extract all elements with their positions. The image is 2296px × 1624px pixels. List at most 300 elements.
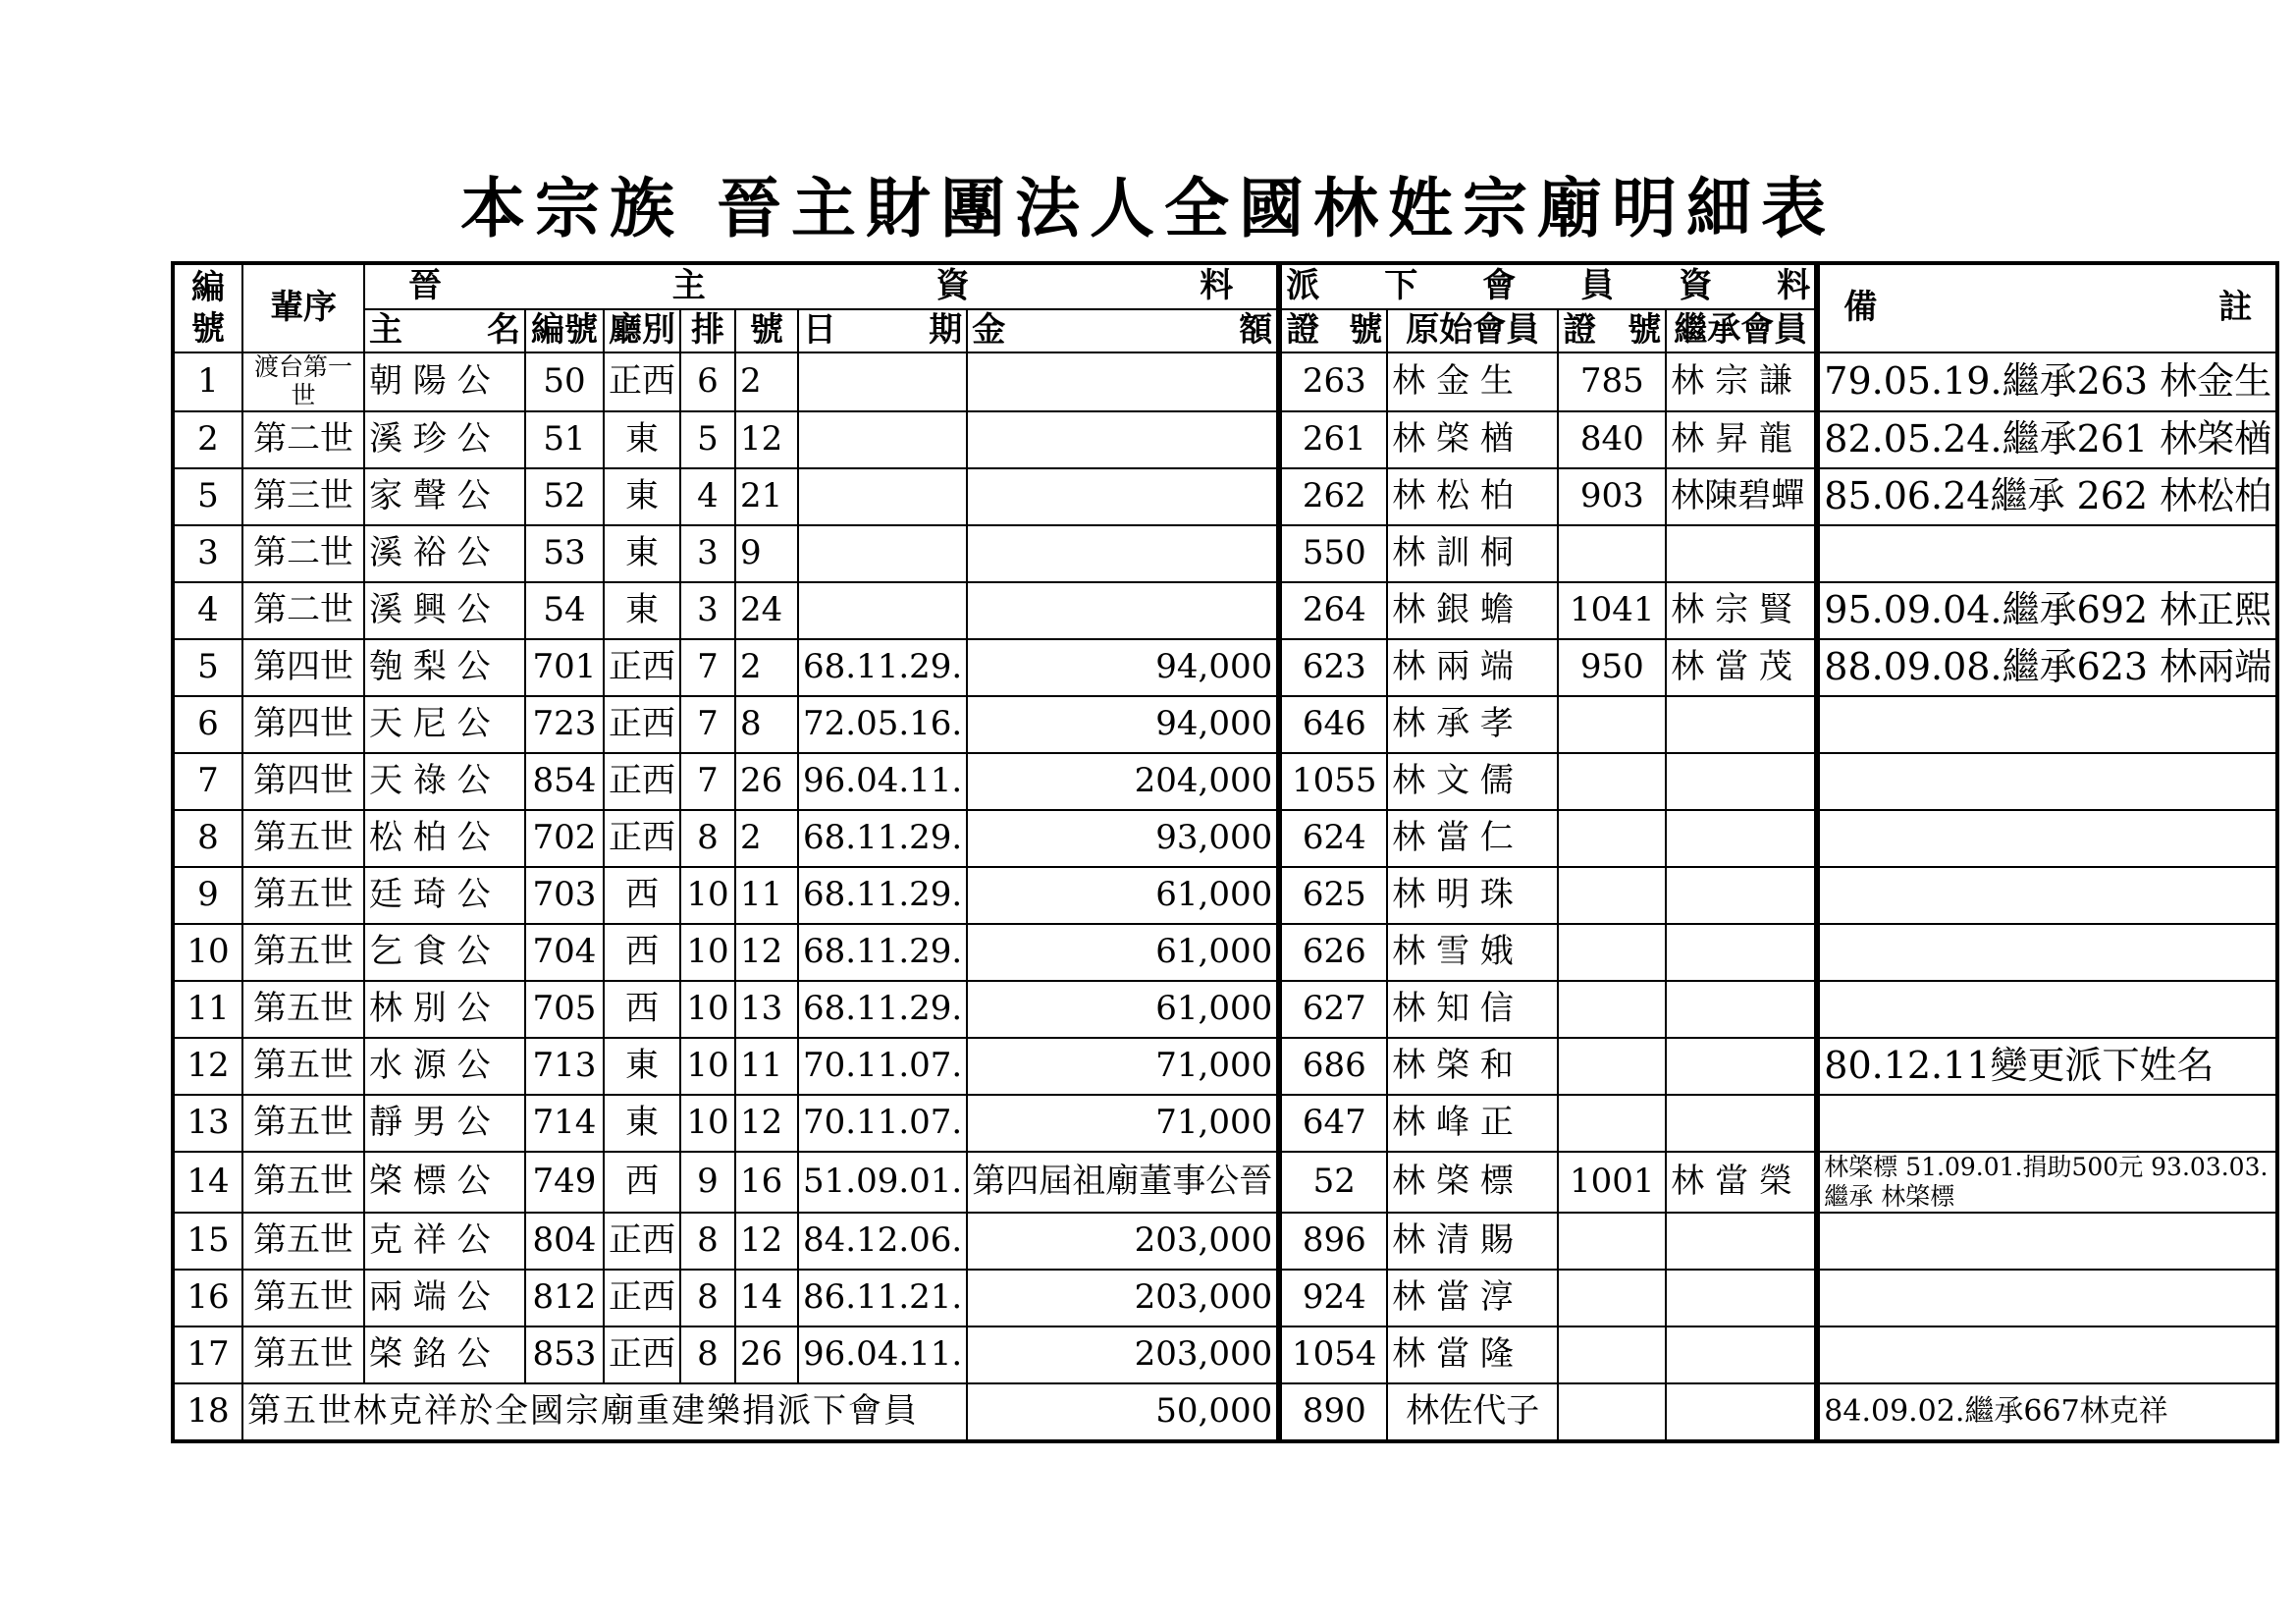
row-generation: 第五世 xyxy=(242,924,364,981)
table-row xyxy=(173,639,2277,696)
row-hall: 東 xyxy=(604,1095,680,1152)
row-original-member: 林 文 儒 xyxy=(1387,753,1558,810)
row-cert1: 1055 xyxy=(1279,753,1387,810)
header-date xyxy=(798,309,967,352)
header-cert1 xyxy=(1279,309,1387,352)
header-cert-char: 證 xyxy=(1563,310,1597,351)
row-row: 10 xyxy=(680,867,735,924)
row-cert1: 896 xyxy=(1279,1213,1387,1270)
row-name: 朝 陽 公 xyxy=(364,352,525,411)
row-no: 1 xyxy=(173,352,242,411)
row-amount: 50,000 xyxy=(967,1383,1279,1441)
row-cert1: 261 xyxy=(1279,411,1387,468)
row-generation: 第四世 xyxy=(242,696,364,753)
row-date: 51.09.01. xyxy=(798,1152,967,1213)
header-remarks-char: 註 xyxy=(2218,288,2253,328)
row-note xyxy=(1817,1326,2277,1383)
row-code: 53 xyxy=(525,525,604,582)
row-amount: 61,000 xyxy=(967,924,1279,981)
row-code: 705 xyxy=(525,981,604,1038)
table-row xyxy=(173,981,2277,1038)
row-code: 804 xyxy=(525,1213,604,1270)
header-hall: 廳別 xyxy=(604,309,680,352)
row-note: 95.09.04.繼承692 林正熙 xyxy=(1817,582,2277,639)
row-name: 溪 珍 公 xyxy=(364,411,525,468)
table-row xyxy=(173,1270,2277,1326)
row-num: 26 xyxy=(735,753,798,810)
header-cert-char: 證 xyxy=(1286,310,1320,351)
table-row xyxy=(173,352,2277,411)
row-date: 68.11.29. xyxy=(798,867,967,924)
row-hall: 正西 xyxy=(604,696,680,753)
row-generation: 第五世 xyxy=(242,981,364,1038)
row-amount xyxy=(967,352,1279,411)
row-row: 7 xyxy=(680,753,735,810)
row-heir-member: 林 當 茂 xyxy=(1666,639,1817,696)
row-name: 家 聲 公 xyxy=(364,468,525,525)
row-num: 21 xyxy=(735,468,798,525)
row-heir-member xyxy=(1666,1326,1817,1383)
row-amount: 203,000 xyxy=(967,1326,1279,1383)
row-original-member: 林 當 仁 xyxy=(1387,810,1558,867)
row-generation: 第四世 xyxy=(242,753,364,810)
row-num: 26 xyxy=(735,1326,798,1383)
row-generation: 第五世 xyxy=(242,1038,364,1095)
row-cert1: 646 xyxy=(1279,696,1387,753)
header-row-col: 排 xyxy=(680,309,735,352)
table-row xyxy=(173,867,2277,924)
row-heir-member xyxy=(1666,1213,1817,1270)
row-cert1: 924 xyxy=(1279,1270,1387,1326)
table-row xyxy=(173,753,2277,810)
row-date: 86.11.21. xyxy=(798,1270,967,1326)
row-name: 匏 梨 公 xyxy=(364,639,525,696)
row-amount: 71,000 xyxy=(967,1095,1279,1152)
row-hall: 正西 xyxy=(604,352,680,411)
row-name: 乞 食 公 xyxy=(364,924,525,981)
row-name: 克 祥 公 xyxy=(364,1213,525,1270)
row-no: 15 xyxy=(173,1213,242,1270)
row-date: 68.11.29. xyxy=(798,924,967,981)
row-date: 68.11.29. xyxy=(798,810,967,867)
row-amount xyxy=(967,582,1279,639)
row-no: 6 xyxy=(173,696,242,753)
row-num: 8 xyxy=(735,696,798,753)
row-name: 棨 標 公 xyxy=(364,1152,525,1213)
row-original-member: 林佐代子 xyxy=(1387,1383,1558,1441)
header-jinzhu-char: 主 xyxy=(671,266,706,306)
row-no: 3 xyxy=(173,525,242,582)
row-amount: 94,000 xyxy=(967,696,1279,753)
table-row xyxy=(173,468,2277,525)
row-original-member: 林 銀 蟾 xyxy=(1387,582,1558,639)
header-member-char: 員 xyxy=(1580,266,1615,306)
row-cert1: 262 xyxy=(1279,468,1387,525)
row-cert2 xyxy=(1558,1326,1666,1383)
row-date xyxy=(798,525,967,582)
row-row: 8 xyxy=(680,1213,735,1270)
header-jinzhu-char: 晉 xyxy=(408,266,442,306)
row-num: 2 xyxy=(735,352,798,411)
row-num: 11 xyxy=(735,867,798,924)
row-name: 天 祿 公 xyxy=(364,753,525,810)
row-generation: 第二世 xyxy=(242,525,364,582)
row-heir-member xyxy=(1666,753,1817,810)
row-code: 54 xyxy=(525,582,604,639)
header-jinzhu-group xyxy=(364,263,1279,309)
row-original-member: 林 當 隆 xyxy=(1387,1326,1558,1383)
row-cert2: 950 xyxy=(1558,639,1666,696)
header-num: 號 xyxy=(735,309,798,352)
row-note xyxy=(1817,1270,2277,1326)
table-row xyxy=(173,411,2277,468)
row-row: 8 xyxy=(680,1326,735,1383)
row-row: 8 xyxy=(680,1270,735,1326)
row-generation: 第二世 xyxy=(242,582,364,639)
row-amount: 94,000 xyxy=(967,639,1279,696)
row-num: 11 xyxy=(735,1038,798,1095)
row-num: 12 xyxy=(735,1213,798,1270)
row-row: 6 xyxy=(680,352,735,411)
row-row: 10 xyxy=(680,1095,735,1152)
row-note: 林棨標 51.09.01.捐助500元 93.03.03.繼承 林棨標 xyxy=(1817,1152,2277,1213)
row-cert1: 550 xyxy=(1279,525,1387,582)
row-generation: 第五世 xyxy=(242,1152,364,1213)
row-row: 8 xyxy=(680,810,735,867)
row-date: 72.05.16. xyxy=(798,696,967,753)
row-heir-member xyxy=(1666,867,1817,924)
row-code: 854 xyxy=(525,753,604,810)
row-generation: 第二世 xyxy=(242,411,364,468)
row-no: 9 xyxy=(173,867,242,924)
row-original-member: 林 承 孝 xyxy=(1387,696,1558,753)
row-no: 5 xyxy=(173,639,242,696)
row-note: 88.09.08.繼承623 林兩端 xyxy=(1817,639,2277,696)
row-code: 50 xyxy=(525,352,604,411)
row-note: 85.06.24繼承 262 林松柏 xyxy=(1817,468,2277,525)
row-name: 靜 男 公 xyxy=(364,1095,525,1152)
row-cert1: 625 xyxy=(1279,867,1387,924)
row-name: 林 別 公 xyxy=(364,981,525,1038)
row-date xyxy=(798,352,967,411)
table-row xyxy=(173,696,2277,753)
row-hall: 西 xyxy=(604,924,680,981)
row-code: 51 xyxy=(525,411,604,468)
header-member-char: 派 xyxy=(1286,266,1320,306)
row-cert1: 52 xyxy=(1279,1152,1387,1213)
row-cert1: 264 xyxy=(1279,582,1387,639)
row-original-member: 林 金 生 xyxy=(1387,352,1558,411)
table-row xyxy=(173,1038,2277,1095)
row-original-member: 林 棨 和 xyxy=(1387,1038,1558,1095)
row-num: 2 xyxy=(735,639,798,696)
row-hall: 東 xyxy=(604,411,680,468)
row-cert2 xyxy=(1558,696,1666,753)
row-hall: 正西 xyxy=(604,753,680,810)
table-row xyxy=(173,1095,2277,1152)
row-num: 16 xyxy=(735,1152,798,1213)
row-cert2: 1001 xyxy=(1558,1152,1666,1213)
row-hall: 正西 xyxy=(604,1213,680,1270)
row-note xyxy=(1817,753,2277,810)
row-hall: 東 xyxy=(604,468,680,525)
row-cert2 xyxy=(1558,981,1666,1038)
row-original-member: 林 當 淳 xyxy=(1387,1270,1558,1326)
row-generation: 渡台第一世 xyxy=(242,352,364,411)
row-cert2 xyxy=(1558,1095,1666,1152)
row-hall: 正西 xyxy=(604,810,680,867)
row-no: 18 xyxy=(173,1383,242,1441)
row-original-member: 林 明 珠 xyxy=(1387,867,1558,924)
row-no: 12 xyxy=(173,1038,242,1095)
row-heir-member: 林 宗 賢 xyxy=(1666,582,1817,639)
row-name: 溪 裕 公 xyxy=(364,525,525,582)
row-merged-donation-text: 第五世林克祥於全國宗廟重建樂捐派下會員 xyxy=(242,1383,967,1441)
row-code: 713 xyxy=(525,1038,604,1095)
row-amount xyxy=(967,525,1279,582)
row-num: 12 xyxy=(735,924,798,981)
row-amount: 203,000 xyxy=(967,1213,1279,1270)
row-hall: 正西 xyxy=(604,1326,680,1383)
row-cert1: 627 xyxy=(1279,981,1387,1038)
row-heir-member: 林陳碧蟬 xyxy=(1666,468,1817,525)
row-name: 廷 琦 公 xyxy=(364,867,525,924)
row-note xyxy=(1817,867,2277,924)
row-hall: 正西 xyxy=(604,1270,680,1326)
row-cert2 xyxy=(1558,525,1666,582)
row-name: 兩 端 公 xyxy=(364,1270,525,1326)
row-row: 4 xyxy=(680,468,735,525)
row-original-member: 林 峰 正 xyxy=(1387,1095,1558,1152)
row-cert2: 785 xyxy=(1558,352,1666,411)
row-name: 水 源 公 xyxy=(364,1038,525,1095)
row-row: 10 xyxy=(680,981,735,1038)
row-note xyxy=(1817,1095,2277,1152)
header-member-char: 資 xyxy=(1679,266,1713,306)
row-code: 52 xyxy=(525,468,604,525)
header-cert2 xyxy=(1558,309,1666,352)
row-hall: 東 xyxy=(604,582,680,639)
row-num: 14 xyxy=(735,1270,798,1326)
row-no: 7 xyxy=(173,753,242,810)
header-original-member: 原始會員 xyxy=(1387,309,1558,352)
row-amount: 61,000 xyxy=(967,981,1279,1038)
row-row: 7 xyxy=(680,639,735,696)
row-cert1: 647 xyxy=(1279,1095,1387,1152)
row-cert2 xyxy=(1558,810,1666,867)
header-cert-char: 號 xyxy=(1349,310,1383,351)
row-heir-member xyxy=(1666,696,1817,753)
table-row xyxy=(173,582,2277,639)
row-row: 7 xyxy=(680,696,735,753)
row-note xyxy=(1817,696,2277,753)
row-no: 13 xyxy=(173,1095,242,1152)
table-row xyxy=(173,525,2277,582)
row-hall: 西 xyxy=(604,981,680,1038)
header-remarks xyxy=(1817,263,2277,352)
row-cert2 xyxy=(1558,867,1666,924)
header-heir-member: 繼承會員 xyxy=(1666,309,1817,352)
row-cert2 xyxy=(1558,924,1666,981)
row-note xyxy=(1817,525,2277,582)
row-row: 9 xyxy=(680,1152,735,1213)
header-member-char: 會 xyxy=(1482,266,1517,306)
row-note xyxy=(1817,924,2277,981)
row-amount: 203,000 xyxy=(967,1270,1279,1326)
header-name-char: 名 xyxy=(487,310,520,351)
row-heir-member: 林 宗 謙 xyxy=(1666,352,1817,411)
row-code: 723 xyxy=(525,696,604,753)
row-generation: 第五世 xyxy=(242,1270,364,1326)
row-generation: 第三世 xyxy=(242,468,364,525)
row-cert1: 890 xyxy=(1279,1383,1387,1441)
header-code: 編號 xyxy=(525,309,604,352)
header-amount xyxy=(967,309,1279,352)
row-note xyxy=(1817,810,2277,867)
row-no: 16 xyxy=(173,1270,242,1326)
row-date: 96.04.11. xyxy=(798,753,967,810)
row-amount: 93,000 xyxy=(967,810,1279,867)
row-original-member: 林 松 柏 xyxy=(1387,468,1558,525)
row-no: 11 xyxy=(173,981,242,1038)
row-code: 703 xyxy=(525,867,604,924)
row-cert1: 263 xyxy=(1279,352,1387,411)
row-cert2: 840 xyxy=(1558,411,1666,468)
header-cert-char: 號 xyxy=(1628,310,1662,351)
row-cert1: 624 xyxy=(1279,810,1387,867)
row-note: 84.09.02.繼承667林克祥 xyxy=(1817,1383,2277,1441)
row-generation: 第五世 xyxy=(242,810,364,867)
row-code: 714 xyxy=(525,1095,604,1152)
table-row xyxy=(173,810,2277,867)
row-original-member: 林 訓 桐 xyxy=(1387,525,1558,582)
row-original-member: 林 雪 娥 xyxy=(1387,924,1558,981)
header-amount-char: 金 xyxy=(972,310,1006,351)
row-cert2: 903 xyxy=(1558,468,1666,525)
row-original-member: 林 棨 楢 xyxy=(1387,411,1558,468)
row-hall: 東 xyxy=(604,1038,680,1095)
header-date-char: 期 xyxy=(929,310,963,351)
row-name: 天 尼 公 xyxy=(364,696,525,753)
header-jinzhu-char: 料 xyxy=(1200,266,1234,306)
row-row: 10 xyxy=(680,1038,735,1095)
row-date: 84.12.06. xyxy=(798,1213,967,1270)
row-amount: 204,000 xyxy=(967,753,1279,810)
row-no: 5 xyxy=(173,468,242,525)
ancestral-tablet-table xyxy=(171,261,2279,1443)
row-date: 70.11.07. xyxy=(798,1095,967,1152)
row-heir-member xyxy=(1666,525,1817,582)
row-note: 79.05.19.繼承263 林金生 xyxy=(1817,352,2277,411)
row-name: 松 柏 公 xyxy=(364,810,525,867)
row-heir-member: 林 當 榮 xyxy=(1666,1152,1817,1213)
row-date xyxy=(798,582,967,639)
row-note: 80.12.11變更派下姓名 xyxy=(1817,1038,2277,1095)
row-note xyxy=(1817,1213,2277,1270)
row-generation: 第五世 xyxy=(242,867,364,924)
header-member-group xyxy=(1279,263,1817,309)
row-heir-member xyxy=(1666,924,1817,981)
row-hall: 西 xyxy=(604,867,680,924)
row-cert2 xyxy=(1558,1383,1666,1441)
row-code: 704 xyxy=(525,924,604,981)
row-date: 68.11.29. xyxy=(798,639,967,696)
row-heir-member xyxy=(1666,810,1817,867)
header-date-char: 日 xyxy=(803,310,836,351)
row-row: 10 xyxy=(680,924,735,981)
row-code: 853 xyxy=(525,1326,604,1383)
header-row-top xyxy=(173,263,2277,309)
header-member-char: 下 xyxy=(1384,266,1418,306)
row-num: 2 xyxy=(735,810,798,867)
row-generation: 第五世 xyxy=(242,1213,364,1270)
row-date: 96.04.11. xyxy=(798,1326,967,1383)
row-heir-member xyxy=(1666,1095,1817,1152)
row-generation: 第五世 xyxy=(242,1326,364,1383)
row-no: 17 xyxy=(173,1326,242,1383)
row-original-member: 林 知 信 xyxy=(1387,981,1558,1038)
row-date xyxy=(798,468,967,525)
header-remarks-char: 備 xyxy=(1843,288,1878,328)
row-hall: 東 xyxy=(604,525,680,582)
row-heir-member xyxy=(1666,1270,1817,1326)
row-cert2: 1041 xyxy=(1558,582,1666,639)
header-name-char: 主 xyxy=(369,310,402,351)
row-name: 溪 興 公 xyxy=(364,582,525,639)
row-date xyxy=(798,411,967,468)
row-hall: 西 xyxy=(604,1152,680,1213)
row-cert1: 623 xyxy=(1279,639,1387,696)
header-name xyxy=(364,309,525,352)
header-jinzhu-char: 資 xyxy=(935,266,970,306)
row-hall: 正西 xyxy=(604,639,680,696)
row-code: 702 xyxy=(525,810,604,867)
row-no: 4 xyxy=(173,582,242,639)
row-no: 8 xyxy=(173,810,242,867)
row-cert2 xyxy=(1558,753,1666,810)
row-cert2 xyxy=(1558,1213,1666,1270)
row-num: 13 xyxy=(735,981,798,1038)
row-heir-member xyxy=(1666,981,1817,1038)
row-num: 12 xyxy=(735,1095,798,1152)
row-original-member: 林 兩 端 xyxy=(1387,639,1558,696)
row-amount: 71,000 xyxy=(967,1038,1279,1095)
table-row xyxy=(173,924,2277,981)
table-row-last xyxy=(173,1383,2277,1441)
row-heir-member xyxy=(1666,1038,1817,1095)
row-row: 3 xyxy=(680,582,735,639)
header-generation: 輩序 xyxy=(242,263,364,352)
row-amount: 61,000 xyxy=(967,867,1279,924)
row-date: 68.11.29. xyxy=(798,981,967,1038)
row-num: 9 xyxy=(735,525,798,582)
row-cert2 xyxy=(1558,1038,1666,1095)
row-code: 749 xyxy=(525,1152,604,1213)
row-num: 12 xyxy=(735,411,798,468)
table-row xyxy=(173,1326,2277,1383)
row-cert2 xyxy=(1558,1270,1666,1326)
table-body xyxy=(173,352,2277,1441)
row-heir-member xyxy=(1666,1383,1817,1441)
row-no: 10 xyxy=(173,924,242,981)
row-note: 82.05.24.繼承261 林棨楢 xyxy=(1817,411,2277,468)
row-generation: 第五世 xyxy=(242,1095,364,1152)
page-title: 本宗族 晉主財團法人全國林姓宗廟明細表 xyxy=(460,171,1836,246)
header-no: 編號 xyxy=(173,263,242,352)
row-heir-member: 林 昇 龍 xyxy=(1666,411,1817,468)
row-amount: 第四屆祖廟董事公晉 xyxy=(967,1152,1279,1213)
table-row xyxy=(173,1152,2277,1213)
